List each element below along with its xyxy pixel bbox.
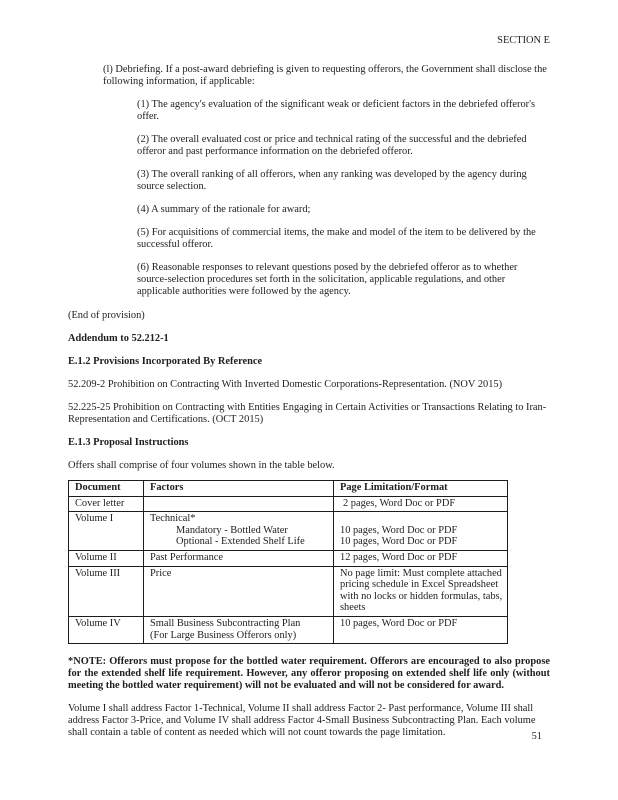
- cell-factors: [144, 496, 334, 512]
- table-row-volume-1: [69, 512, 508, 551]
- cell-line: (For Large Business Offerors only): [150, 629, 297, 641]
- cell-factors: [144, 616, 334, 643]
- debriefing-intro: (l) Debriefing. If a post-award debriefing is given to requesting offerors, the Government shall disclose the following information, if applicable:: [103, 64, 547, 87]
- table-header-row: [69, 481, 508, 497]
- end-of-provision: (End of provision): [68, 310, 145, 321]
- proposal-intro: Offers shall comprise of four volumes shown in the table below.: [68, 460, 335, 471]
- addendum-heading: Addendum to 52.212-1: [68, 333, 169, 344]
- section-header: SECTION E: [497, 35, 550, 46]
- cell-page-limit: 10 pages, Word Doc or PDF: [340, 617, 458, 629]
- cell-page-limit: 12 pages, Word Doc or PDF: [340, 551, 458, 563]
- cell-line: Optional - Extended Shelf Life: [176, 536, 305, 548]
- table-header-page-limitation: Page Limitation/Format: [334, 481, 508, 497]
- cell-factors: Price: [150, 567, 172, 579]
- volumes-table: [68, 480, 508, 644]
- debriefing-item-5: (5) For acquisitions of commercial items, the make and model of the item to be delivered by the successful offeror.: [137, 227, 536, 250]
- provisions-heading: E.1.2 Provisions Incorporated By Reference: [68, 356, 263, 367]
- cell-document: Volume IV: [75, 617, 121, 629]
- page-number: 51: [531, 731, 542, 742]
- cell-factors: [144, 512, 334, 551]
- table-row-volume-4: [69, 616, 508, 643]
- cell-line: [340, 513, 503, 525]
- debriefing-item-3: (3) The overall ranking of all offerors, when any ranking was developed by the agency during source selection.: [137, 169, 527, 192]
- debriefing-item-6: (6) Reasonable responses to relevant questions posed by the debriefed offeror as to whether source-selection procedures set forth in the solicitation, applicable regulations, and other applicable authorities were followed by the agency.: [137, 262, 518, 297]
- debriefing-item-4: (4) A summary of the rationale for award;: [137, 204, 311, 215]
- provision-item-1: 52.209-2 Prohibition on Contracting With Inverted Domestic Corporations-Representation. (NOV 2015): [68, 379, 503, 390]
- cell-document: Volume I: [75, 513, 114, 525]
- table-row-volume-3: [69, 566, 508, 616]
- debriefing-item-1: (1) The agency's evaluation of the significant weak or deficient factors in the debriefed offeror's offer.: [137, 99, 536, 122]
- cell-document: Volume III: [75, 567, 121, 579]
- table-row-volume-2: [69, 550, 508, 566]
- cell-line: Small Business Subcontracting Plan: [150, 617, 301, 629]
- debriefing-item-2: (2) The overall evaluated cost or price and technical rating of the successful and the debriefed offeror and past performance information on the debriefed offeror.: [137, 134, 527, 157]
- cell-line: Technical*: [150, 513, 196, 525]
- cell-line: 10 pages, Word Doc or PDF: [340, 524, 458, 536]
- cell-page-limit: 2 pages, Word Doc or PDF: [343, 497, 456, 509]
- cell-line: 10 pages, Word Doc or PDF: [340, 536, 458, 548]
- table-row-cover-letter: [69, 496, 508, 512]
- closing-paragraph: Volume I shall address Factor 1-Technical, Volume II shall address Factor 2- Past performance, Volume III shall address Factor 3-Price, and Volume IV shall address Factor 4-Small Business Subcontracting Plan. Each volume shall contain a table of content as needed which will not count towards the page limitation.: [68, 703, 536, 739]
- table-header-document: Document: [69, 481, 144, 497]
- table-header-factors: Factors: [144, 481, 334, 497]
- cell-document: Volume II: [75, 551, 117, 563]
- provision-item-2: 52.225-25 Prohibition on Contracting with Entities Engaging in Certain Activities or Transactions Relating to Iran-Representation and Certifications. (OCT 2015): [68, 402, 547, 425]
- cell-factors: Past Performance: [150, 551, 223, 563]
- cell-page-limit: [334, 512, 508, 551]
- cell-page-limit: No page limit: Must complete attached pricing schedule in Excel Spreadsheet with no locks or hidden formulas, tabs, sheets: [340, 567, 503, 614]
- proposal-heading: E.1.3 Proposal Instructions: [68, 437, 189, 448]
- note-paragraph: *NOTE: Offerors must propose for the bottled water requirement. Offerors are encouraged to also propose for the extended shelf life requirement. However, any offeror proposing on extended shelf life only (without meeting the bottled water requirement) will not be evaluated and will not be considered for award.: [68, 656, 550, 692]
- cell-line: Mandatory - Bottled Water: [176, 524, 288, 536]
- cell-document: Cover letter: [75, 497, 125, 509]
